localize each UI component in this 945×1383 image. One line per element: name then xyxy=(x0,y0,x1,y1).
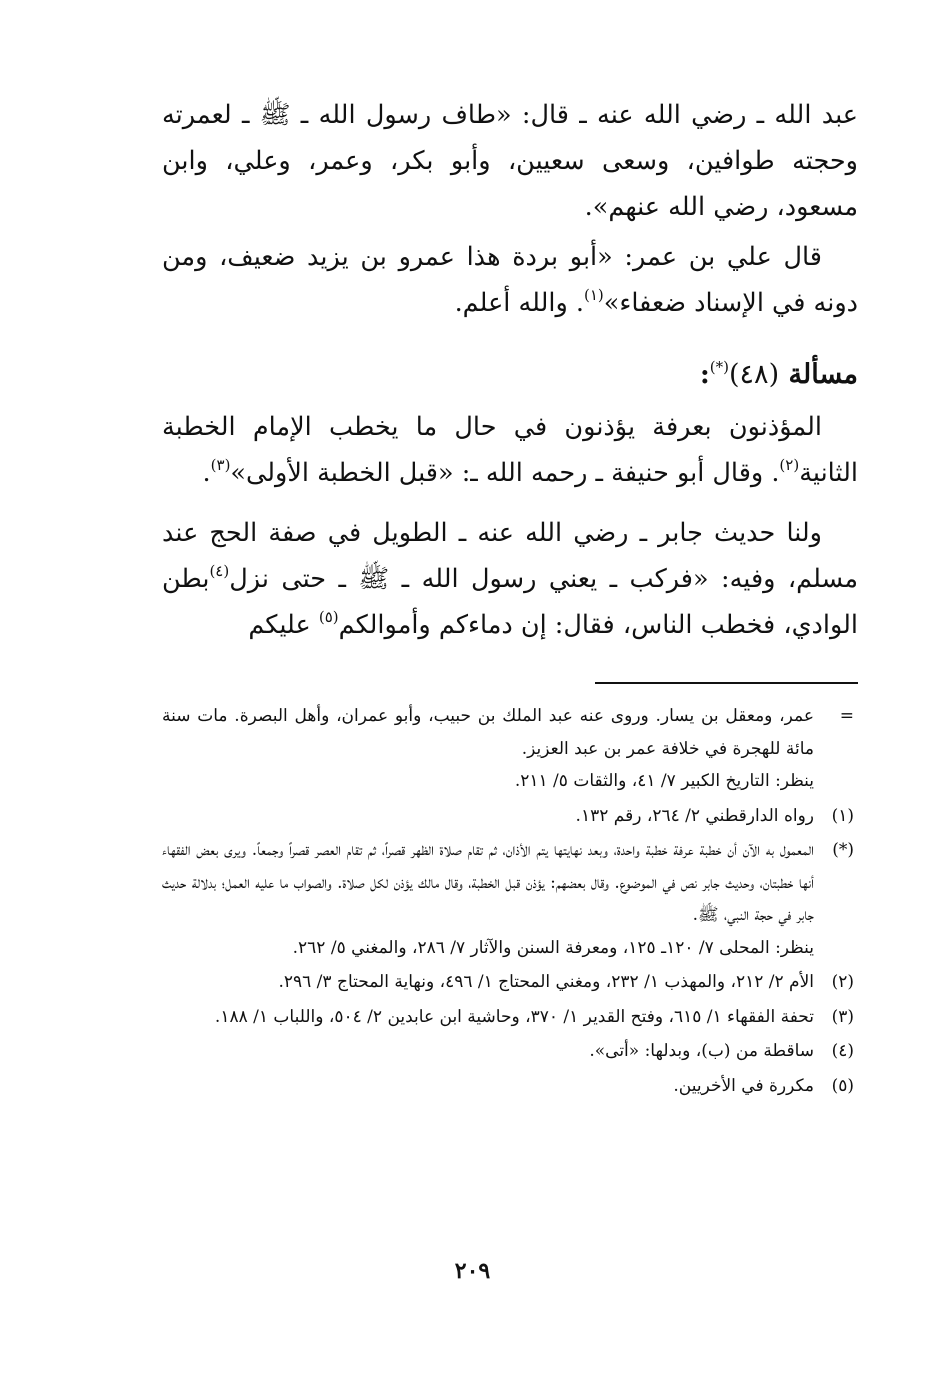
footnote-mark: (٥) xyxy=(831,1075,854,1096)
footnote-line: ينظر: المحلى ٧/ ١٢٠ـ ١٢٥، ومعرفة السنن والآثار ٧/ ٢٨٦، والمغني ٥/ ٢٦٢. xyxy=(292,937,814,958)
footnote-mark: (٢) xyxy=(831,972,854,992)
footnote-1 xyxy=(162,800,858,833)
page-content xyxy=(162,92,858,1104)
main-text xyxy=(162,92,858,648)
paragraph-4-text-a: ولنا حديث جابر ـ رضي الله عنه ـ الطويل في صفة الحج عند مسلم، وفيه: «فركب ـ يعني رسول الله ـ ﷺ ـ حتى نزل xyxy=(162,518,858,594)
footnote-ref-1: (١) xyxy=(583,286,604,304)
footnote-line: عمر، ومعقل بن يسار. وروى عنه عبد الملك بن حبيب، وأبو عمران، وأهل البصرة. مات سنة مائة للهجرة في خلافة عمر بن عبد العزيز. xyxy=(162,706,814,759)
paragraph-3-text-a: المؤذنون بعرفة يؤذنون في حال ما يخطب الإمام الخطبة الثانية xyxy=(162,412,858,488)
footnote-ref-2: (٢) xyxy=(779,456,800,474)
footnote-line: ينظر: التاريخ الكبير ٧/ ٤١، والثقات ٥/ ٢١١. xyxy=(514,771,814,791)
footnote-mark: = xyxy=(839,706,854,726)
footnote-line: ساقطة من (ب)، وبدلها: «أتى». xyxy=(589,1041,814,1061)
footnote-ref-4: (٤) xyxy=(209,562,230,580)
issue-heading xyxy=(162,350,858,400)
paragraph-1: عبد الله ـ رضي الله عنه ـ قال: «طاف رسول الله ـ ﷺ ـ لعمرته وحجته طوافين، وسعى سعيين، وأبو بكر، وعمر، وعلي، وابن مسعود، رضي الله عنهم». xyxy=(162,100,858,222)
footnote-line: رواه الدارقطني ٢/ ٢٦٤، رقم ١٣٢. xyxy=(575,805,814,826)
footnote-separator xyxy=(595,682,858,684)
footnote-line: الأم ٢/ ٢١٢، والمهذب ١/ ٢٣٢، ومغني المحتاج ١/ ٤٩٦، ونهاية المحتاج ٣/ ٢٩٦. xyxy=(278,972,814,992)
footnote-4 xyxy=(162,1035,858,1068)
footnote-mark: (*) xyxy=(832,840,854,860)
footnote-body xyxy=(162,966,814,999)
issue-heading-number: (٤٨) xyxy=(729,359,780,390)
footnote-line: المعمول به الآن أن خطبة عرفة خطبة واحدة، وبعد نهايتها يتم الأذان، ثم تقام صلاة الظهر قصراً، ثم تقام العصر قصراً وجمعاً. ويرى بعض الفقهاء أنها خطبتان، وحديث جابر نص في الموضوع. وقال بعضهم: يؤذن قبل الخطبة، وقال مالك يؤذن لكل صلاة. والصواب ما عليه العمل؛ بدلالة حديث جابر في حجة النبي، ﷺ. xyxy=(162,840,814,925)
footnotes xyxy=(162,700,858,1102)
paragraph-2 xyxy=(162,234,858,326)
paragraph-4-text-c: عليكم xyxy=(248,610,319,640)
footnote-ref-5: (٥) xyxy=(318,608,339,626)
footnote-mark: (٤) xyxy=(831,1041,854,1061)
footnote-3 xyxy=(162,1001,858,1034)
footnote-body xyxy=(162,1001,814,1034)
footnote-line: مكررة في الأخريين. xyxy=(673,1075,814,1096)
footnote-continued xyxy=(162,700,858,798)
paragraph-2-text: قال علي بن عمر: «أبو بردة هذا عمرو بن يزيد ضعيف، ومن دونه في الإسناد ضعفاء» xyxy=(162,242,858,318)
footnote-mark: (١) xyxy=(831,805,854,826)
paragraph-4 xyxy=(162,510,858,648)
issue-heading-colon: : xyxy=(699,359,710,390)
footnote-body xyxy=(162,834,814,964)
footnote-5 xyxy=(162,1070,858,1103)
footnote-body xyxy=(162,800,814,833)
footnote-body xyxy=(162,1070,814,1103)
issue-heading-label: مسألة xyxy=(788,359,858,390)
paragraph-3-text-c: . xyxy=(202,458,211,488)
paragraph-3-text-b: . وقال أبو حنيفة ـ رحمه الله ـ: «قبل الخطبة الأولى» xyxy=(230,458,780,488)
footnote-mark: (٣) xyxy=(831,1006,854,1027)
footnote-star xyxy=(162,834,858,964)
footnote-ref-star: (*) xyxy=(709,358,729,376)
footnote-body xyxy=(162,1035,814,1068)
footnote-line: تحفة الفقهاء ١/ ٦١٥، وفتح القدير ١/ ٣٧٠، وحاشية ابن عابدين ٢/ ٥٠٤، واللباب ١/ ١٨٨. xyxy=(214,1006,814,1027)
paragraph-3 xyxy=(162,404,858,496)
paragraph-4-text-b: بطن الوادي، فخطب الناس، فقال: إن دماءكم وأموالكم xyxy=(162,564,858,640)
footnote-2 xyxy=(162,966,858,999)
page-number: ٢٠٩ xyxy=(454,1258,491,1284)
footnote-ref-3: (٣) xyxy=(210,456,231,474)
paragraph-2-end: . والله أعلم. xyxy=(454,288,584,318)
footnote-body xyxy=(162,700,814,798)
